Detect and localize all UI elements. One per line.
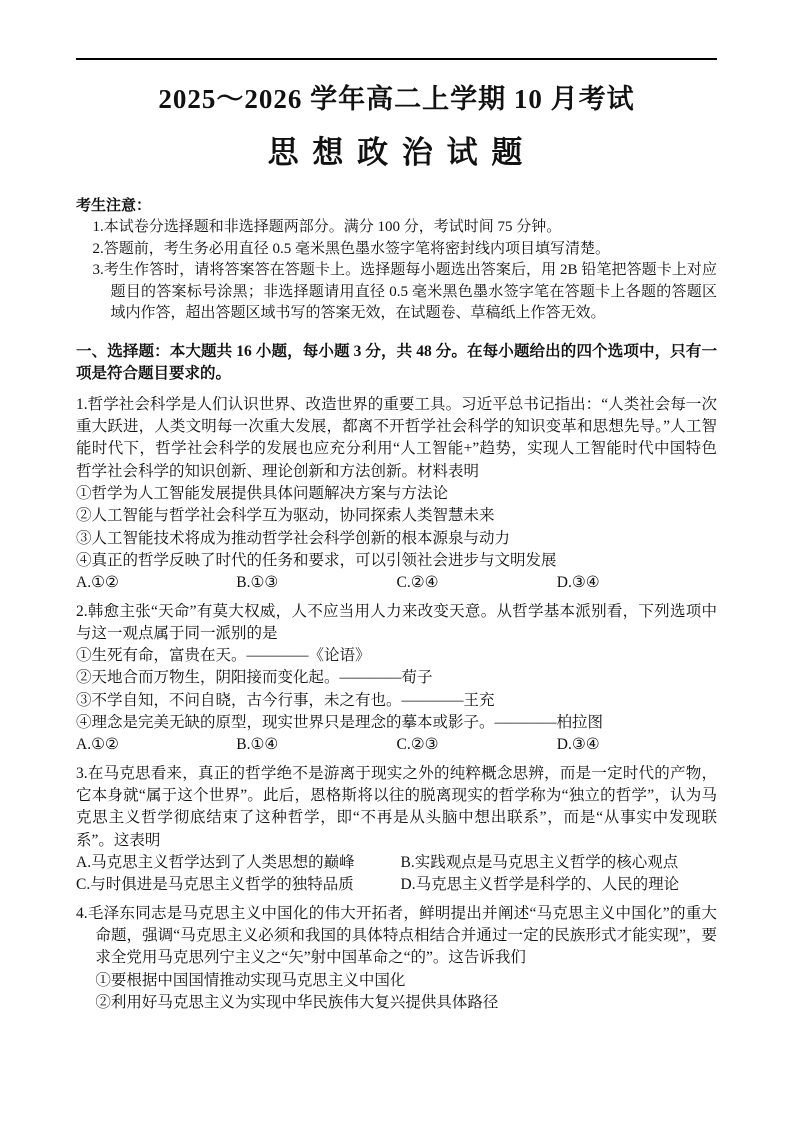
notice-label: 考生注意：	[76, 197, 152, 214]
question-2-stem: 2.韩愈主张“天命”有莫大权威，人不应当用人力来改变天意。从哲学基本派别看，下列选项中与这一观点属于同一派别的是	[76, 602, 717, 642]
question-2-choice-a: A.①②	[76, 736, 119, 754]
question-1-choice-c: C.②④	[396, 574, 439, 592]
question-3-choice-d: D.马克思主义哲学是科学的、人民的理论	[400, 876, 680, 894]
question-2-statement-1: ①生死有命，富贵在天。————《论语》	[76, 647, 371, 665]
question-3-choices	[76, 852, 717, 897]
question-2	[76, 601, 717, 757]
question-4	[76, 903, 717, 1015]
subject-title: 思 想 政 治 试 题	[267, 134, 526, 170]
question-4-statement-1: ①要根据中国国情推动实现马克思主义中国化	[95, 971, 406, 989]
question-1-statement-3: ③人工智能技术将成为推动哲学社会科学创新的根本源泉与动力	[76, 529, 511, 547]
question-2-choice-c: C.②③	[396, 736, 439, 754]
top-rule	[76, 58, 717, 60]
question-3	[76, 763, 717, 897]
notice-item-1: 1.本试卷分选择题和非选择题两部分。满分 100 分，考试时间 75 分钟。	[92, 219, 562, 236]
notice-section	[76, 196, 717, 326]
question-2-choice-d: D.③④	[556, 736, 600, 754]
question-2-statement-3: ③不学自知，不问自晓，古今行事，未之有也。————王充	[76, 691, 495, 709]
question-1-choice-d: D.③④	[556, 574, 600, 592]
question-1-statement-4: ④真正的哲学反映了时代的任务和要求，可以引领社会进步与文明发展	[76, 551, 557, 569]
question-2-choices	[76, 734, 717, 756]
question-1-stem: 1.哲学社会科学是人们认识世界、改造世界的重要工具。习近平总书记指出：“人类社会每一次重大跃进，人类文明每一次重大发展，都离不开哲学社会科学的知识变革和思想先导。”人工智能时代下，哲学社会科学的发展也应充分利用“人工智能+”趋势，实现人工智能时代中国特色哲学社会科学的知识创新、理论创新和方法创新。材料表明	[76, 395, 717, 480]
question-3-choice-c: C.与时俱进是马克思主义哲学的独特品质	[76, 876, 354, 894]
question-2-choice-b: B.①④	[236, 736, 279, 754]
question-3-choice-a: A.马克思主义哲学达到了人类思想的巅峰	[76, 853, 355, 871]
question-3-choice-b: B.实践观点是马克思主义哲学的核心观点	[400, 853, 679, 871]
question-1-choices	[76, 572, 717, 594]
question-4-statement-2: ②利用好马克思主义为实现中华民族伟大复兴提供具体路径	[95, 993, 499, 1011]
question-1	[76, 394, 717, 595]
question-2-statement-4: ④理念是完美无缺的原型，现实世界只是理念的摹本或影子。————柏拉图	[76, 714, 604, 732]
question-1-statement-1: ①哲学为人工智能发展提供具体问题解决方案与方法论	[76, 484, 449, 502]
question-2-statement-2: ②天地合而万物生，阴阳接而变化起。————荀子	[76, 669, 433, 687]
notice-item-2: 2.答题前，考生务必用直径 0.5 毫米黑色墨水签字笔将密封线内项目填写清楚。	[92, 240, 611, 257]
exam-title: 2025～2026 学年高二上学期 10 月考试	[158, 84, 635, 114]
question-1-statement-2: ②人工智能与哲学社会科学互为驱动，协同探索人类智慧未来	[76, 507, 495, 525]
notice-item-3: 3.考生作答时，请将答案答在答题卡上。选择题每小题选出答案后，用 2B 铅笔把答题卡上对应题目的答案标号涂黑；非选择题请用直径 0.5 毫米黑色墨水签字笔在答题卡上各题的答题区域内作答，超出答题区域书写的答案无效，在试题卷、草稿纸上作答无效。	[92, 262, 717, 322]
question-1-choice-b: B.①③	[236, 574, 279, 592]
question-4-stem: 4.毛泽东同志是马克思主义中国化的伟大开拓者，鲜明提出并阐述“马克思主义中国化”的重大命题，强调“马克思主义必须和我国的具体特点相结合并通过一定的民族形式才能实现”，要求全党用马克思列宁主义之“矢”射中国革命之“的”。这告诉我们	[76, 904, 717, 967]
question-3-stem: 3.在马克思看来，真正的哲学绝不是游离于现实之外的纯粹概念思辨，而是一定时代的产物，它本身就“属于这个世界”。此后，恩格斯将以往的脱离现实的哲学称为“独立的哲学”，认为马克思主义哲学彻底结束了这种哲学，即“不再是从头脑中想出联系”，而是“从事实中发现联系”。这表明	[76, 764, 717, 849]
question-1-choice-a: A.①②	[76, 574, 119, 592]
section-heading: 一、选择题：本大题共 16 小题，每小题 3 分，共 48 分。在每小题给出的四个选项中，只有一项是符合题目要求的。	[76, 343, 717, 383]
